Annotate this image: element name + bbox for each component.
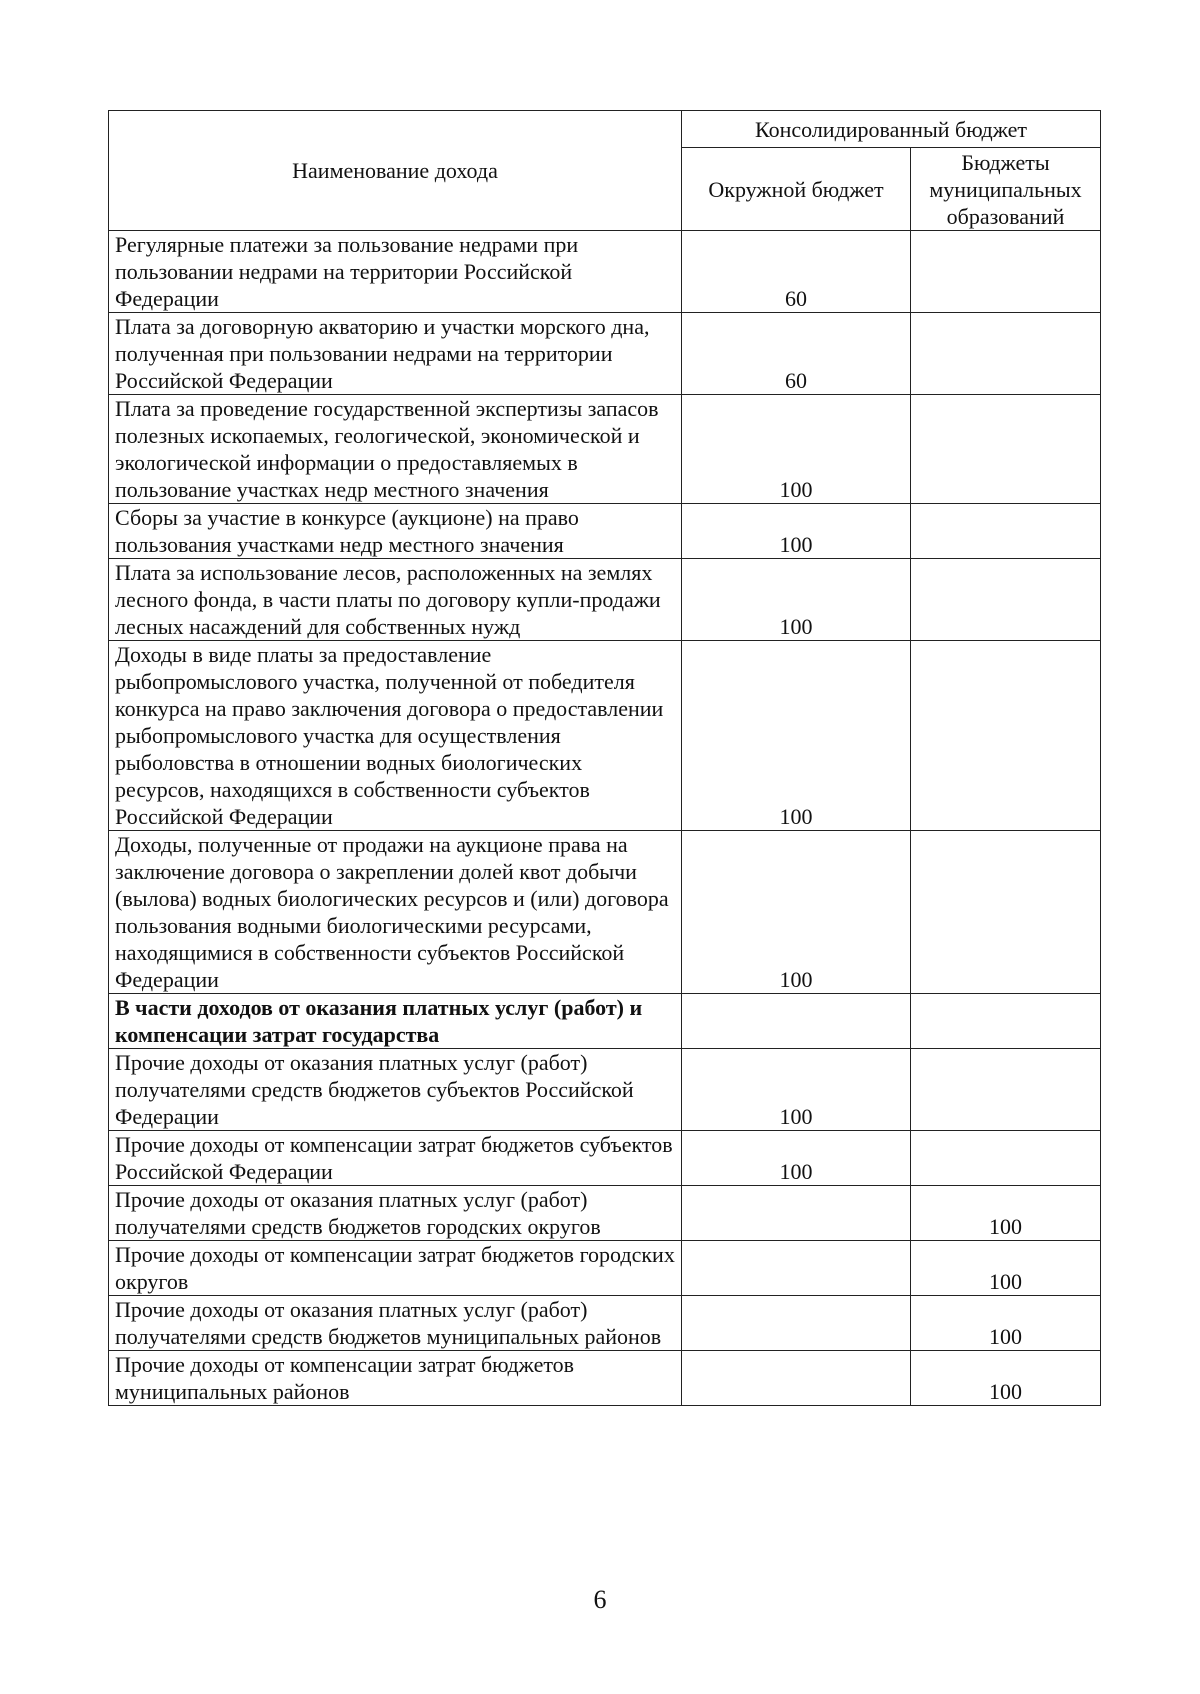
table-row xyxy=(109,504,1101,559)
table-row xyxy=(109,559,1101,641)
table-row xyxy=(109,1296,1101,1351)
income-distribution-table xyxy=(108,110,1101,1406)
municipal-budget-cell xyxy=(911,641,1101,831)
okrug-budget-cell: 100 xyxy=(682,641,911,831)
municipal-budget-cell xyxy=(911,313,1101,395)
municipal-budget-cell: 100 xyxy=(911,1241,1101,1296)
municipal-budget-cell xyxy=(911,504,1101,559)
okrug-budget-cell: 100 xyxy=(682,1049,911,1131)
okrug-budget-cell xyxy=(682,994,911,1049)
income-name-cell: Прочие доходы от компенсации затрат бюджетов муниципальных районов xyxy=(109,1351,682,1406)
income-name-cell: Прочие доходы от компенсации затрат бюджетов городских округов xyxy=(109,1241,682,1296)
header-okrug-budget: Окружной бюджет xyxy=(682,148,911,231)
income-name-cell: Прочие доходы от компенсации затрат бюджетов субъектов Российской Федерации xyxy=(109,1131,682,1186)
municipal-budget-cell xyxy=(911,559,1101,641)
table-row xyxy=(109,1131,1101,1186)
municipal-budget-cell xyxy=(911,994,1101,1049)
okrug-budget-cell: 60 xyxy=(682,313,911,395)
table-row xyxy=(109,994,1101,1049)
income-name-cell: В части доходов от оказания платных услуг (работ) и компенсации затрат государства xyxy=(109,994,682,1049)
table-row xyxy=(109,831,1101,994)
okrug-budget-cell xyxy=(682,1296,911,1351)
table-row xyxy=(109,231,1101,313)
municipal-budget-cell xyxy=(911,395,1101,504)
okrug-budget-cell: 100 xyxy=(682,504,911,559)
table-body xyxy=(109,231,1101,1406)
header-income-name: Наименование дохода xyxy=(109,111,682,231)
table-row xyxy=(109,313,1101,395)
income-name-cell: Прочие доходы от оказания платных услуг (работ) получателями средств бюджетов городских округов xyxy=(109,1186,682,1241)
okrug-budget-cell xyxy=(682,1241,911,1296)
municipal-budget-cell: 100 xyxy=(911,1186,1101,1241)
table-row xyxy=(109,641,1101,831)
table-row xyxy=(109,1351,1101,1406)
okrug-budget-cell: 100 xyxy=(682,831,911,994)
income-name-cell: Доходы в виде платы за предоставление рыбопромыслового участка, полученной от победителя конкурса на право заключения договора о предоставлении рыбопромыслового участка для осуществления рыболовства в отношении водных биологических ресурсов, находящихся в собственности субъектов Российской Федерации xyxy=(109,641,682,831)
header-consolidated-budget: Консолидированный бюджет xyxy=(682,111,1101,148)
municipal-budget-cell: 100 xyxy=(911,1351,1101,1406)
table-row xyxy=(109,1241,1101,1296)
municipal-budget-cell xyxy=(911,831,1101,994)
income-name-cell: Плата за проведение государственной экспертизы запасов полезных ископаемых, геологической, экономической и экологической информации о предоставляемых в пользование участках недр местного значения xyxy=(109,395,682,504)
okrug-budget-cell: 60 xyxy=(682,231,911,313)
okrug-budget-cell: 100 xyxy=(682,395,911,504)
municipal-budget-cell xyxy=(911,1131,1101,1186)
table-row xyxy=(109,395,1101,504)
okrug-budget-cell xyxy=(682,1186,911,1241)
okrug-budget-cell: 100 xyxy=(682,1131,911,1186)
municipal-budget-cell xyxy=(911,231,1101,313)
header-municipal-budgets: Бюджеты муниципальных образований xyxy=(911,148,1101,231)
page-number: 6 xyxy=(593,1585,607,1614)
income-name-cell: Плата за использование лесов, расположенных на землях лесного фонда, в части платы по договору купли-продажи лесных насаждений для собственных нужд xyxy=(109,559,682,641)
okrug-budget-cell: 100 xyxy=(682,559,911,641)
table-row xyxy=(109,1049,1101,1131)
municipal-budget-cell xyxy=(911,1049,1101,1131)
income-name-cell: Доходы, полученные от продажи на аукционе права на заключение договора о закреплении долей квот добычи (вылова) водных биологических ресурсов и (или) договора пользования водными биологическими ресурсами, находящимися в собственности субъектов Российской Федерации xyxy=(109,831,682,994)
income-name-cell: Прочие доходы от оказания платных услуг (работ) получателями средств бюджетов субъектов Российской Федерации xyxy=(109,1049,682,1131)
income-name-cell: Регулярные платежи за пользование недрами при пользовании недрами на территории Российской Федерации xyxy=(109,231,682,313)
income-name-cell: Плата за договорную акваторию и участки морского дна, полученная при пользовании недрами на территории Российской Федерации xyxy=(109,313,682,395)
okrug-budget-cell xyxy=(682,1351,911,1406)
table-row xyxy=(109,1186,1101,1241)
income-name-cell: Сборы за участие в конкурсе (аукционе) на право пользования участками недр местного значения xyxy=(109,504,682,559)
municipal-budget-cell: 100 xyxy=(911,1296,1101,1351)
income-name-cell: Прочие доходы от оказания платных услуг (работ) получателями средств бюджетов муниципальных районов xyxy=(109,1296,682,1351)
